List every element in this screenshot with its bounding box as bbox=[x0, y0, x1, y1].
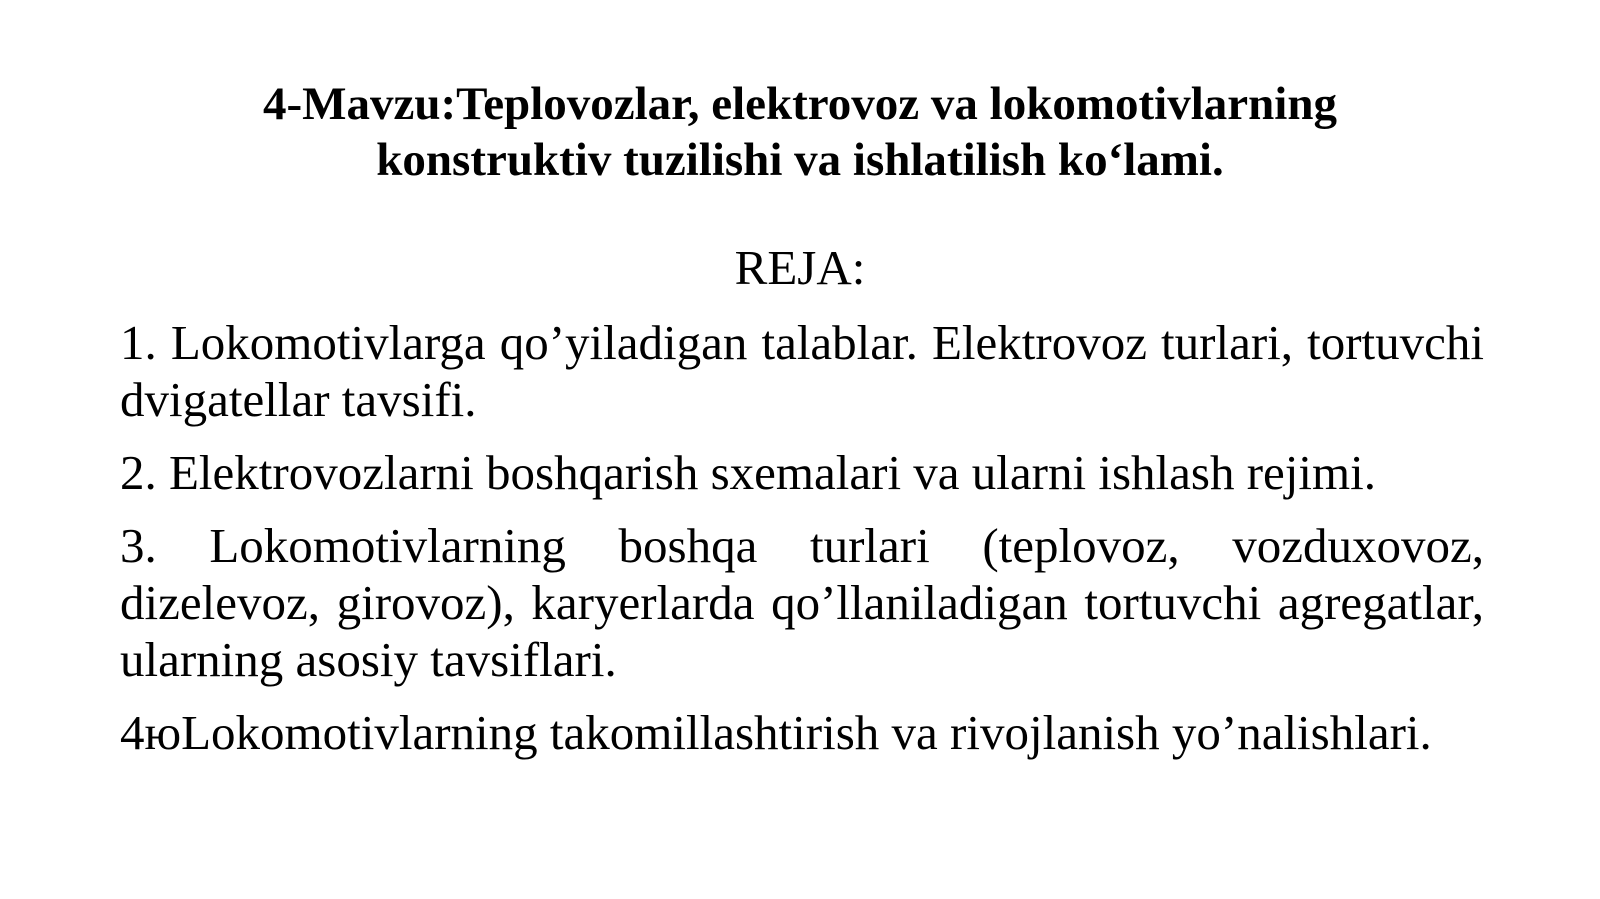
plan-item-2: 2. Elektrovozlarni boshqarish sxemalari va ularni ishlash rejimi. bbox=[120, 445, 1376, 500]
plan-heading: REJA: bbox=[734, 240, 866, 295]
slide-title bbox=[120, 76, 1480, 188]
plan-item-4: 4юLokomotivlarning takomillashtirish va rivojlanish yo’nalishlari. bbox=[120, 705, 1432, 760]
plan-item-3: 3. Lokomotivlarning boshqa turlari (teplovoz, vozduxovoz, dizelevoz, girovoz), karyerlarda qo’llaniladigan tortuvchi agregatlar, ularning asosiy tavsiflari. bbox=[120, 518, 1484, 687]
plan-item-1: 1. Lokomotivlarga qo’yiladigan talablar. Elektrovoz turlari, tortuvchi dvigatellar tavsifi. bbox=[120, 315, 1484, 427]
plan-list bbox=[120, 314, 1484, 777]
slide-title-line-1: 4-Mavzu:Teplovozlar, elektrovoz va lokomotivlarning bbox=[263, 78, 1337, 130]
slide-title-line-2: konstruktiv tuzilishi va ishlatilish ko‘lami. bbox=[376, 134, 1224, 186]
